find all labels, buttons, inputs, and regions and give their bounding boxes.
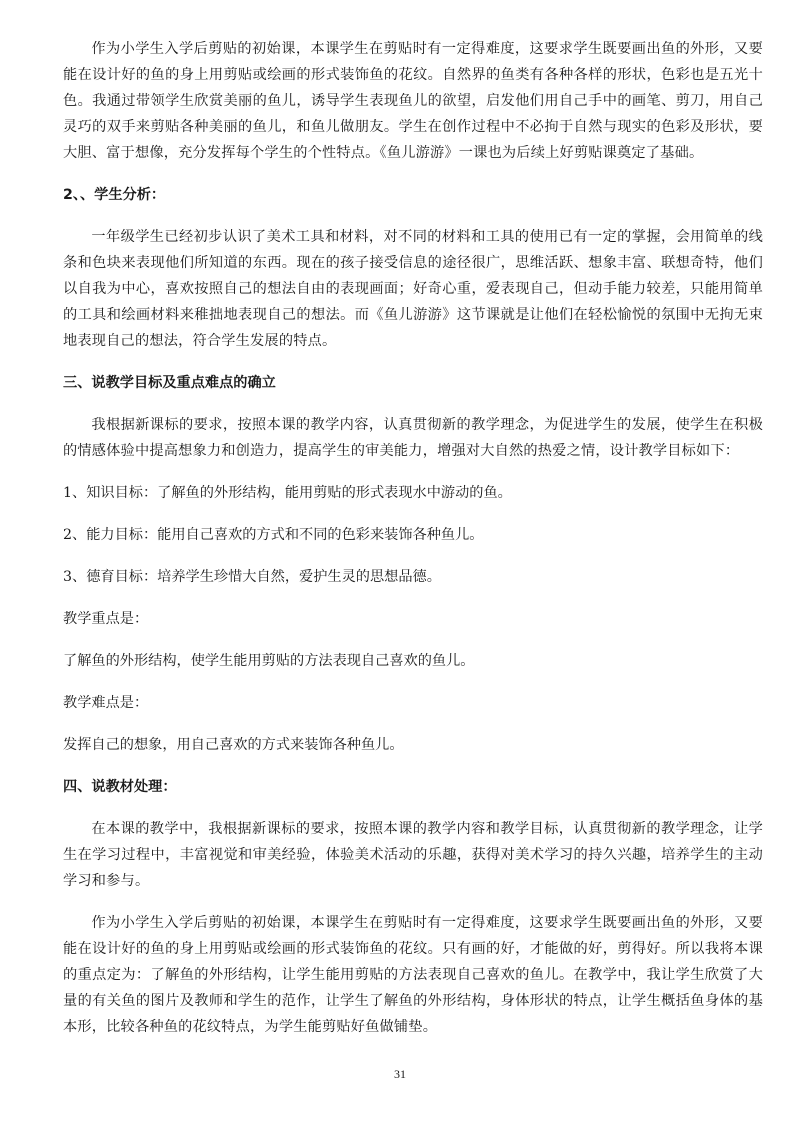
heading-material-handling: 四、说教材处理：: [63, 779, 177, 795]
goal-moral: 3、德育目标：培养学生珍惜大自然，爱护生灵的思想品德。: [63, 569, 441, 585]
difficulty-text: 发挥自己的想象，用自己喜欢的方式来装饰各种鱼儿。: [63, 737, 404, 753]
document-body: [63, 36, 763, 1056]
paragraph-student-analysis: 一年级学生已经初步认识了美术工具和材料，对不同的材料和工具的使用已有一定的掌握，会用简单的线条和色块来表现他们所知道的东西。现在的孩子接受信息的途径很广，思维活跃、想象丰富、联想奇特，他们以自我为中心，喜欢按照自己的想法自由的表现画面；好奇心重，爱表现自己，但动手能力较差，只能用简单的工具和绘画材料来稚拙地表现自己的想法。而《鱼儿游游》这节课就是让他们在轻松愉悦的氛围中无拘无束地表现自己的想法，符合学生发展的特点。: [63, 229, 763, 349]
paragraph-key-focus: 作为小学生入学后剪贴的初始课，本课学生在剪贴时有一定得难度，这要求学生既要画出鱼的外形，又要能在设计好的鱼的身上用剪贴或绘画的形式装饰鱼的花纹。只有画的好，才能做的好，剪得好。所以我将本课的重点定为：了解鱼的外形结构，让学生能用剪贴的方法表现自己喜欢的鱼儿。在教学中，我让学生欣赏了大量的有关鱼的图片及教师和学生的范作，让学生了解鱼的外形结构，身体形状的特点，让学生概括鱼身体的基本形，比较各种鱼的花纹特点，为学生能剪贴好鱼做铺垫。: [63, 915, 763, 1035]
difficulty-label: 教学难点是：: [63, 695, 149, 711]
page-number: 31: [394, 1067, 406, 1081]
goal-ability: 2、能力目标：能用自己喜欢的方式和不同的色彩来装饰各种鱼儿。: [63, 527, 484, 543]
goal-knowledge: 1、知识目标：了解鱼的外形结构，能用剪贴的形式表现水中游动的鱼。: [63, 485, 512, 501]
heading-teaching-goals: 三、说教学目标及重点难点的确立: [63, 375, 276, 391]
heading-student-analysis: 2、、学生分析：: [63, 187, 166, 203]
paragraph-intro: 作为小学生入学后剪贴的初始课，本课学生在剪贴时有一定得难度，这要求学生既要画出鱼的外形，又要能在设计好的鱼的身上用剪贴或绘画的形式装饰鱼的花纹。自然界的鱼类有各种各样的形状，色彩也是五光十色。我通过带领学生欣赏美丽的鱼儿，诱导学生表现鱼儿的欲望，启发他们用自己手中的画笔、剪刀，用自己灵巧的双手来剪贴各种美丽的鱼儿，和鱼儿做朋友。学生在创作过程中不必拘于自然与现实的色彩及形状，要大胆、富于想像，充分发挥每个学生的个性特点。《鱼儿游游》一课也为后续上好剪贴课奠定了基础。: [63, 41, 763, 161]
paragraph-teaching-goals: 我根据新课标的要求，按照本课的教学内容，认真贯彻新的教学理念，为促进学生的发展，使学生在积极的情感体验中提高想象力和创造力，提高学生的审美能力，增强对大自然的热爱之情，设计教学目标如下：: [63, 417, 763, 459]
key-point-text: 了解鱼的外形结构，使学生能用剪贴的方法表现自己喜欢的鱼儿。: [63, 653, 475, 669]
paragraph-material-handling: 在本课的教学中，我根据新课标的要求，按照本课的教学内容和教学目标，认真贯彻新的教学理念，让学生在学习过程中，丰富视觉和审美经验，体验美术活动的乐趣，获得对美术学习的持久兴趣，培养学生的主动学习和参与。: [63, 821, 763, 889]
key-point-label: 教学重点是：: [63, 611, 149, 627]
